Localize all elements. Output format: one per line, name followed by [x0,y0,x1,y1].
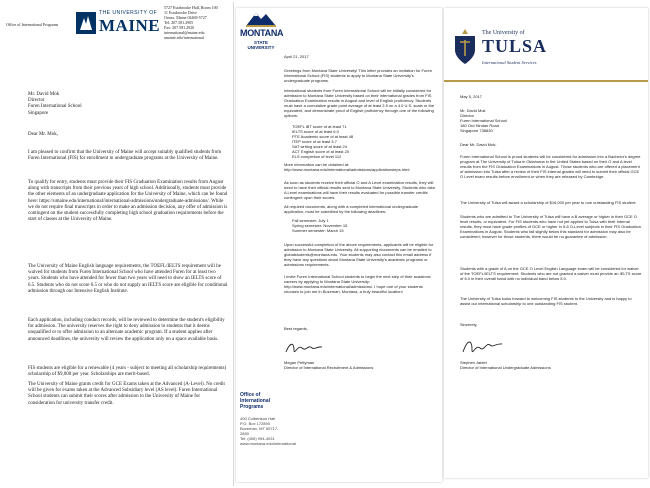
sidebar-line: International [240,398,271,405]
tulsa-paragraph: The University of Tulsa will award a scholarship of $16,000 per year to one outstanding FIS student. [460,200,637,205]
tulsa-signer-title: Director of International Undergraduate Admissions [460,365,551,370]
deadline-item: Spring semester: November 15 [292,223,348,228]
recipient-line: Singapore 738830 [460,128,493,133]
address-line: Fax: 207.581.2920 [164,25,195,30]
option-item: SAT writing score of at least 24 [292,144,347,149]
montana-letter [236,8,442,482]
maine-logo [76,6,160,36]
maine-letter [2,2,234,486]
tulsa-signature [460,336,504,358]
tulsa-paragraph: The University of Tulsa looks forward to welcoming FIS students to the University and is happy to assist our international scholarship to one outstanding FIS student. [460,296,632,306]
tulsa-salutation: Dear Mr. David Mok: [460,142,497,147]
sidebar-address-line: 400 Culbertson Hall [240,416,276,421]
option-item: ACT English score of at least 20 [292,149,350,154]
montana-logo [240,10,282,60]
address-line: 5727 Estabrooke Hall, Room 100 [164,5,218,10]
tulsa-logo-small: The University of [482,30,525,36]
montana-para5: Upon successful completion of the above requirements, applicants will be eligible for admission to Montana State University. All supporting documents can be emailed to globalstudents@montana.edu. Your students may also contact this email address if they have any questions about Montana State University's academic programs or admissions requirements. [284,242,434,267]
montana-more-info[interactable]: More information can be obtained at: http://www.montana.edu/international/admissions/applicationsteps.html [284,162,410,172]
maine-paragraph: I am pleased to confirm that the University of Maine will accept suitably qualified students from Furen International (FIS) for enrollment in undergraduate programs at the University of Maine. [28,150,222,162]
recipient-line: Singapore [28,110,49,116]
montana-para3: As soon as students receive their official O and A Level examination results, they will need to have their official results sent to Montana State University. Students who take A Level examinations will have their results evaluated for possible transfer credits contingent upon their scores. [284,180,436,200]
recipient-line: Director [460,113,475,118]
montana-para2: International students from Furen International School will be initially considered for admission to Montana State University based on their international grades from FIS Graduation Examination results in August and level of English proficiency. Students must have a cumulative grade point average of at least 2.5 on a 4.0 U.S. scale or the equivalent, and demonstrate proof of English proficiency through one of the following options: [284,88,435,118]
option-item: TOEFL iBT score of at least 71 [292,124,347,129]
montana-logo-word: MONTANA [240,28,284,38]
recipient-line: 180 Ord Hindan Road [460,123,499,128]
maine-paragraph: FIS students are eligible for a renewable (4 years - subject to meeting all scholarship requirements) scholarship of $9,000 per year. Scholarships are merit-based. [28,366,227,378]
montana-signature [284,338,324,358]
sidebar-line: Office of [240,392,261,398]
option-item: ITEP score of at least 3.7 [292,139,337,144]
tulsa-paragraph: Students with a grade of A on the GCE O Level English Language exam will be considered for waiver of the TOEFL/IELTS requirement. Students who are not granted a waiver must provide an IELTS score of 6.0 in their overall band with no individual band below 5.0. [460,266,642,281]
address-line: umaine.edu/international [164,35,204,40]
maine-office: Office of International Programs [6,22,59,27]
recipient-line: Mr. David Mok [28,92,60,97]
montana-intro: Greetings from Montana State University! This letter provides an invitation for Furen International School (FIS) students to apply to Montana State University's undergraduate programs. [284,68,432,83]
montana-deadlines [292,218,432,233]
maine-name-top: THE UNIVERSITY OF [99,10,158,16]
tulsa-paragraph: Furen International School is proud students will be considered for admission into a Bachelor's degree program at The University of Tulsa in Oklahoma in the United States based on their O and A level results from the FIS Graduation Examinations in August. Those students who are offered a placement of admission into Tulsa after a review of their FIS internal grades will need to submit their official GCE O Level exam results before enrollment or when they are released by Cambridge. [460,154,641,179]
montana-signer-title: Director of International Recruitment & Admissions [284,365,374,370]
montana-date: April 21, 2017 [284,54,309,59]
tulsa-recipient [460,108,580,133]
maine-paragraph: To qualify for entry, students must provide their FIS Graduation Examination results from August along with transcripts from their previous years of high school. Additionally, students must provide the other elements of an undergraduate application for the University of Maine, which can be found here: https://umaine.edu/international/international-admissions/undergraduate-admissions/. While we do not require final transcripts in order to make an admission decision, any offer of admission is contingent on the student successfully completing high school graduation requirements before the start of classes at the University of Maine. [28,180,228,223]
address-line: Tel: 207.581.2905 [164,20,194,25]
maine-salutation: Dear Mr. Mok, [28,132,58,137]
address-line: Orono, Maine 04469-5727 [164,15,207,20]
sidebar-address-line: Tel: (406) 994-4031 [240,436,275,441]
recipient-line: Furen International School [460,118,507,123]
recipient-line: Director [28,98,45,104]
maine-paragraph: The University of Maine English language requirements, the TOEFL/IELTS requirement will be waived for students from Furen International School who have attended Furen for at least two years. Students who have attended for fewer than two years will need to show an IELTS score of 6.5. Students who do not score 6.5 or who do not supply an IELTS score are eligible for conditional admission through our Intensive English Institute. [28,264,228,294]
deadline-item: Fall semester: July 1 [292,218,329,223]
tulsa-paragraph: Students who are admitted to The University of Tulsa will have a B average or higher in their GCE O level results, or equivalent. For FIS students who have not yet applied to Tulsa with their internal results, they must have grade profiles of GCE or higher in 5-6 O-Level subjects in their FIS Graduation Examinations in August. Students who fall slightly below this standard for admission may also be considered; however for those students, there would be no guarantee of admission. [460,214,641,239]
maine-recipient [28,92,148,117]
maine-name: MAINE [99,16,161,35]
recipient-line: Mr. David Mok [460,108,486,113]
option-item: PTE Academic score of at least 48 [292,134,354,139]
address-line: international@maine.edu [164,30,205,35]
montana-para6: I invite Furen International School students to begin the next step of their academic careers by applying to Montana State University: http://www.montana.edu/international/admissions/. I hope one of your students chooses to join me in Bozeman, Montana, a truly beautiful location! [284,274,431,294]
montana-options [292,124,432,159]
option-item: ELS completion of level 112 [292,154,342,159]
sidebar-address-line: Bozeman, MT 59717-2890 [240,426,279,436]
tulsa-header-rule [444,80,648,82]
tulsa-signer: Stephen Jablet [460,360,487,365]
tulsa-date: May 5, 2017 [460,94,483,99]
address-line: 11 Estabrooke Drive [164,10,197,15]
tulsa-logo-sub: International Student Services [482,60,537,65]
recipient-line: Furen International School [28,104,82,110]
maine-crest-icon [76,12,96,34]
tulsa-closing: Sincerely, [460,322,478,327]
montana-para4: All required documents, along with a completed international undergraduate application, must be submitted by the following deadlines: [284,204,419,214]
tulsa-crest-icon [452,28,478,66]
sidebar-address-line: P.O. Box 172890 [240,421,270,426]
tulsa-logo [452,28,552,78]
maine-paragraph: The University of Maine grants credit for GCE Exams taken at the Advanced (A-Level). No credit will be given for exams taken at the Advanced Subsidiary level (AS level). Furen International School students can submit their scores after admission to the University of Maine for consideration for university transfer credit. [28,382,225,406]
montana-sidebar-office [240,392,284,411]
sidebar-line: Programs [240,404,264,411]
maine-address [164,5,230,40]
mountain-icon [240,10,282,28]
tulsa-logo-big: TULSA [482,36,548,56]
montana-sidebar-address [240,416,296,446]
montana-logo-sub: STATE UNIVERSITY [247,40,275,50]
maine-paragraph: Each application, including conduct records, will be reviewed to determine the student's eligibility for admission. The university reserves the right to deny admission to students that it deems unqualified or to offer admission to an alternate academic program. If a student applies after announced deadlines, the university will review the application only on a space available basis. [28,318,225,342]
sidebar-address-line: www.montana.edu/international [240,441,296,446]
montana-signer: Megan Pettyman [284,360,315,365]
montana-closing: Best regards, [284,326,308,331]
option-item: IELTS score of at least 6.0 [292,129,339,134]
deadline-item: Summer semester: March 15 [292,228,344,233]
tulsa-letter [444,8,648,478]
